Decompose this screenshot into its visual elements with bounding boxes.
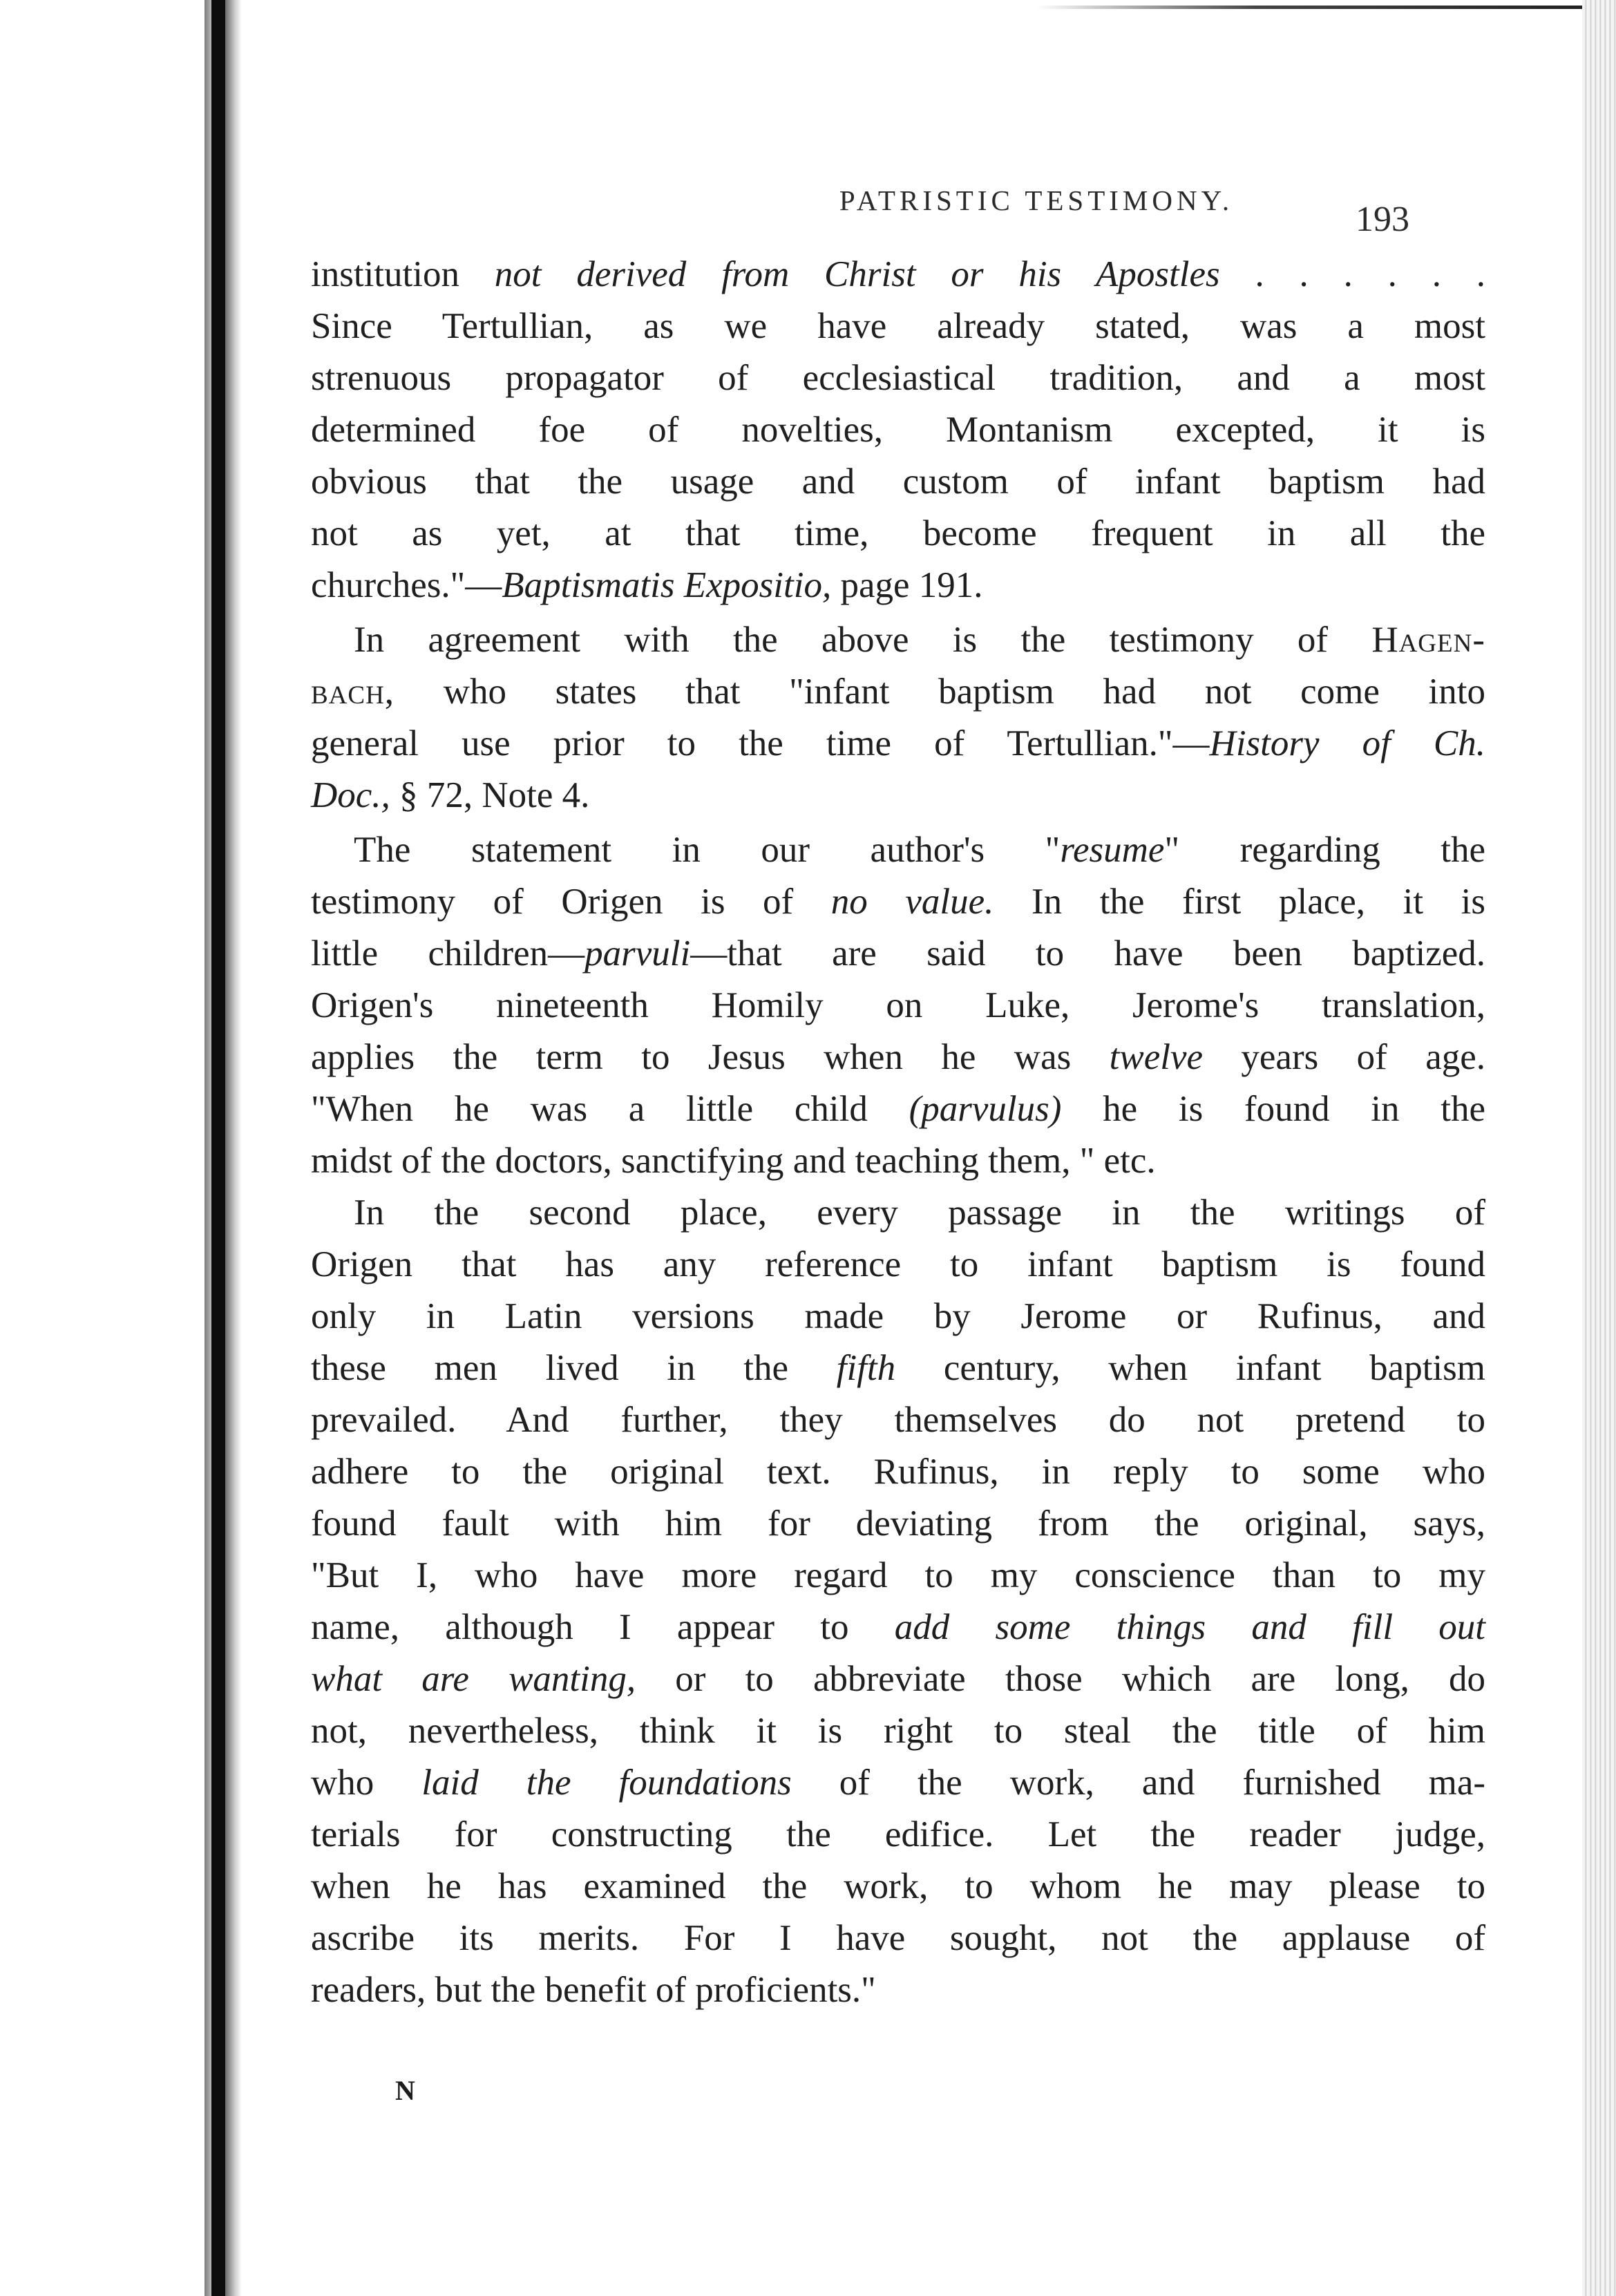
- text-line: not, nevertheless, think it is right to steal the title of him: [311, 1711, 1485, 1751]
- text-line: only in Latin versions made by Jerome or Rufinus, and: [311, 1296, 1485, 1336]
- text-line: "When he was a little child (parvulus) he is found in the: [311, 1089, 1485, 1129]
- text-line: Doc., § 72, Note 4.: [311, 775, 590, 815]
- text-line: midst of the doctors, sanctifying and teaching them, " etc.: [311, 1141, 1156, 1181]
- paragraph: [311, 1187, 1485, 2016]
- text-line: terials for constructing the edifice. Let the reader judge,: [311, 1814, 1485, 1854]
- text-line: Origen's nineteenth Homily on Luke, Jerome's translation,: [311, 985, 1485, 1025]
- text-line: when he has examined the work, to whom he may please to: [311, 1866, 1485, 1906]
- text-line: strenuous propagator of ecclesiastical tradition, and a most: [311, 358, 1485, 398]
- page-number: 193: [1356, 200, 1409, 239]
- page-stack-edge: [1582, 0, 1616, 2296]
- text-line: Since Tertullian, as we have already stated, was a most: [311, 306, 1485, 346]
- text-line: In agreement with the above is the testimony of Hagen-: [354, 620, 1485, 660]
- text-line: general use prior to the time of Tertullian."—History of Ch.: [311, 723, 1485, 763]
- gutter-shadow: [225, 0, 242, 2296]
- text-line: obvious that the usage and custom of infant baptism had: [311, 462, 1485, 502]
- running-head: PATRISTIC TESTIMONY.: [839, 184, 1234, 216]
- text-line: prevailed. And further, they themselves do not pretend to: [311, 1400, 1485, 1440]
- text-line: testimony of Origen is of no value. In the first place, it is: [311, 882, 1485, 922]
- text-line: churches."—Baptismatis Expositio, page 191.: [311, 565, 983, 605]
- text-line: what are wanting, or to abbreviate those which are long, do: [311, 1659, 1486, 1699]
- paragraph: [311, 614, 1485, 822]
- text-line: these men lived in the fifth century, when infant baptism: [311, 1348, 1485, 1388]
- text-line: readers, but the benefit of proficients.": [311, 1970, 876, 2010]
- paragraph: [311, 824, 1485, 1187]
- text-line: In the second place, every passage in the writings of: [354, 1193, 1485, 1233]
- facing-page-fragment: [0, 0, 207, 2296]
- text-line: "But I, who have more regard to my conscience than to my: [311, 1555, 1485, 1595]
- text-line: not as yet, at that time, become frequent in all the: [311, 513, 1485, 553]
- text-line: name, although I appear to add some things and fill out: [311, 1607, 1485, 1647]
- book-page: [242, 0, 1582, 2296]
- text-line: little children—parvuli—that are said to have been baptized.: [311, 933, 1486, 974]
- text-line: found fault with him for deviating from the original, says,: [311, 1503, 1485, 1544]
- signature-mark: N: [395, 2075, 415, 2106]
- text-line: determined foe of novelties, Montanism excepted, it is: [311, 410, 1485, 450]
- text-line: Origen that has any reference to infant baptism is found: [311, 1244, 1485, 1284]
- text-line: ascribe its merits. For I have sought, not the applause of: [311, 1918, 1485, 1958]
- page-body: [311, 249, 1485, 2016]
- paragraph: [311, 249, 1485, 611]
- text-line: adhere to the original text. Rufinus, in reply to some who: [311, 1452, 1485, 1492]
- text-line: bach, who states that "infant baptism had not come into: [311, 672, 1485, 712]
- text-line: The statement in our author's "resume" regarding the: [354, 830, 1485, 870]
- text-line: institution not derived from Christ or his Apostles . . . . . .: [311, 254, 1486, 294]
- text-line: who laid the foundations of the work, and furnished ma-: [311, 1763, 1485, 1803]
- book-gutter: [211, 0, 225, 2296]
- text-line: applies the term to Jesus when he was twelve years of age.: [311, 1037, 1485, 1077]
